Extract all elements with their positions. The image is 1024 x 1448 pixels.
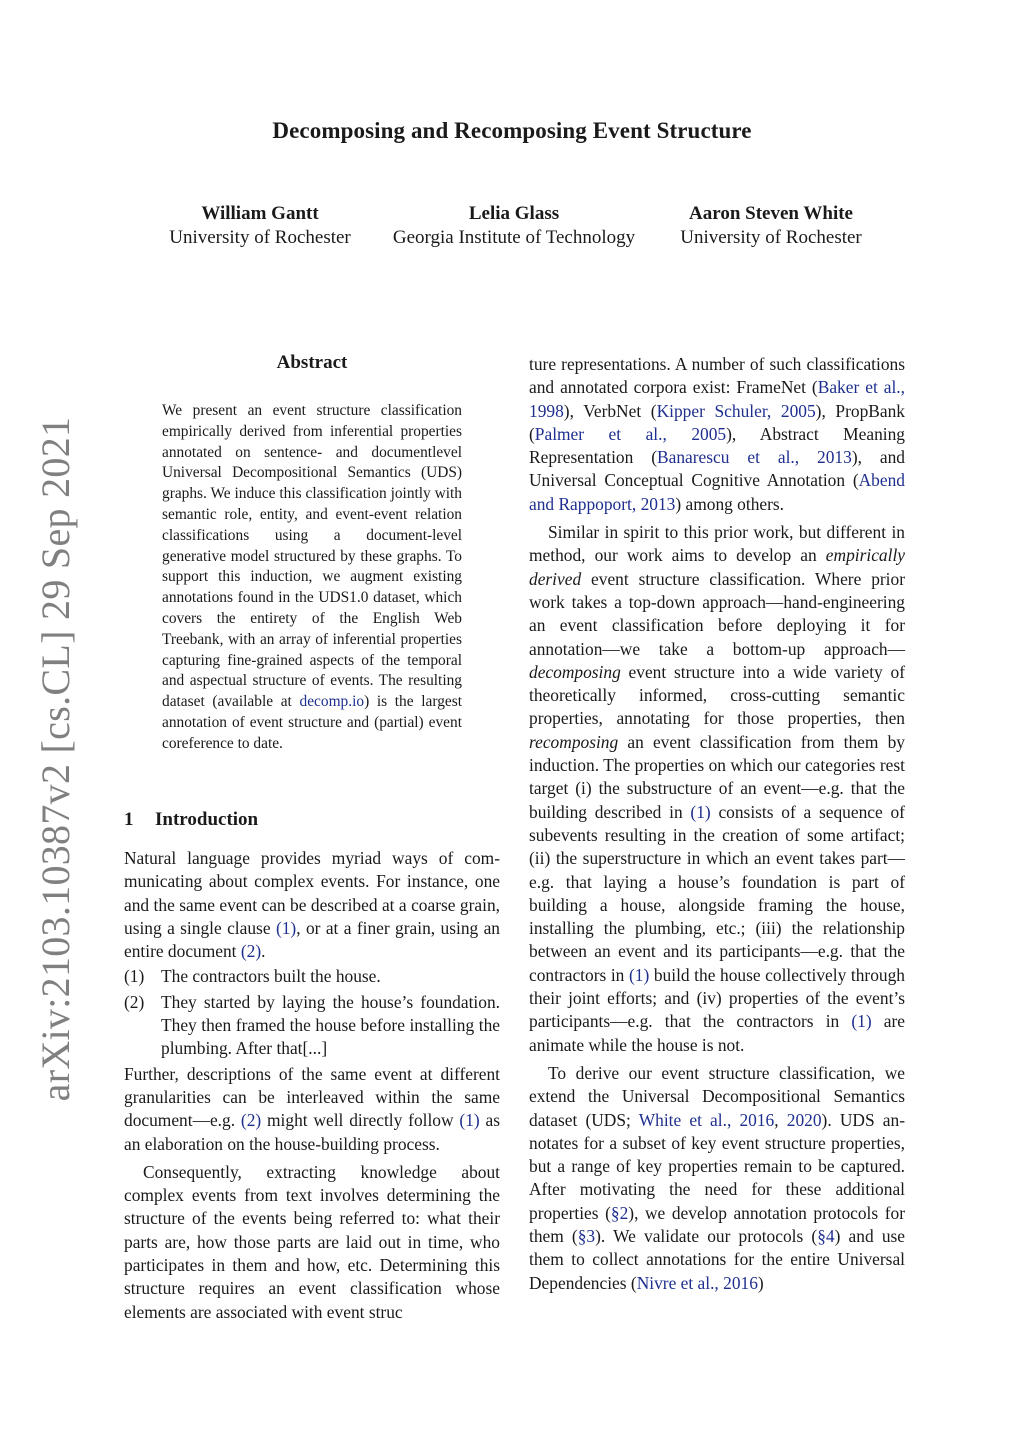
citation-link[interactable]: Nivre et al., 2016: [636, 1272, 758, 1293]
emphasis: empirically derived: [529, 545, 905, 589]
example-ref[interactable]: (2): [240, 1110, 262, 1131]
section-title: Introduction: [155, 809, 259, 830]
section-number: 1: [124, 809, 134, 830]
citation-link[interactable]: Kipper Schuler, 2005: [656, 400, 816, 421]
text-run: ). We validate our protocols (: [595, 1225, 818, 1246]
example-item: [124, 965, 500, 988]
author-name: William Gantt: [201, 203, 319, 224]
text-run: Further, descriptions of the same event at different granularities can be interleaved within the same document—e.g.: [124, 1063, 500, 1131]
citation-link[interactable]: Palmer et al., 2005: [534, 423, 727, 444]
example-ref[interactable]: (1): [459, 1110, 480, 1131]
text-run: To derive our event structure classification, we extend the Universal Decompositional Semantics dataset (UDS;: [529, 1062, 905, 1130]
author-affiliation: Georgia Institute of Technology: [392, 227, 636, 248]
text-run: event structure classification. Where prior work takes a top-down approach—hand-engineering an event classification before deploying it for annotation—we take a bottom-up approach—: [529, 568, 905, 659]
section-ref[interactable]: §3: [577, 1225, 596, 1246]
paragraph: Consequently, extracting knowledge about complex events from text involves determining the structure of the events being referred to: what their parts are, how those parts are laid out in time, who participates in them and how, etc. Determining this structure requires an event classification whose elements are associated with event struc: [124, 1161, 500, 1322]
emphasis: recomposing: [529, 731, 619, 752]
author-affiliation: University of Rochester: [680, 227, 862, 248]
example-text: They started by laying the house’s foundation. They then framed the house before installing the plumbing. After that[...]: [161, 991, 500, 1059]
text-run: consists of a sequence of subevents resulting in the creation of some artifact; (ii) the superstructure in which an event takes part—e.g. that laying a house’s foundation is part of building a house, alongside framing the house, installing the plumbing, etc.; (iii) the relationship between an event and its participants—e.g. that the contractors in: [529, 801, 905, 985]
text-run: ), we develop annotation protocols for them (: [529, 1202, 905, 1246]
text-run: are animate while the house is not.: [529, 1011, 905, 1055]
left-column: [124, 847, 500, 1324]
text-run: ), VerbNet (: [563, 400, 657, 421]
text-run: ), Abstract Meaning Representation (: [529, 423, 905, 468]
example-item: [124, 991, 500, 1061]
text-run: ), and Universal Conceptual Cognitive Annotation (: [529, 447, 905, 491]
citation-link[interactable]: Abend and Rappoport, 2013: [529, 470, 905, 514]
text-run: ) among others.: [675, 493, 785, 514]
example-number: (2): [124, 991, 145, 1012]
text-run: might well directly follow: [261, 1110, 460, 1131]
author-name: Aaron Steven White: [689, 203, 853, 224]
section-ref[interactable]: §2: [610, 1202, 629, 1223]
citation-link[interactable]: White et al., 2016: [638, 1109, 775, 1130]
text-run: event structure into a wide variety of theoretically informed, cross-cutting semantic properties, annotating for those properties, then: [529, 661, 905, 729]
citation-link[interactable]: Banarescu et al., 2013: [657, 447, 852, 468]
section-ref[interactable]: §4: [817, 1225, 835, 1246]
example-ref[interactable]: (2): [240, 941, 262, 962]
example-ref[interactable]: (1): [851, 1011, 872, 1032]
author-affiliation: University of Rochester: [169, 227, 351, 248]
arxiv-stamp: arXiv:2103.10387v2 [cs.CL] 29 Sep 2021: [33, 416, 78, 1102]
text-run: Natural language provides myriad ways of communicating about complex events. For instance, one and the same event can be described at a coarse grain, using a single clause: [124, 848, 500, 938]
abstract-text: We present an event structure classification empirically derived from inferential properties annotated on sentence- and documentlevel Universal Decompositional Semantics (UDS) graphs. We induce this classification jointly with semantic role, entity, and event-event relation classifications using a document-level generative model structured by these graphs. To support this induction, we augment existing annotations found in the UDS1.0 dataset, which covers the entirety of the English Web Treebank, with an array of inferential properties capturing fine-grained aspects of the temporal and aspectual structure of events. The resulting dataset (available at: [162, 402, 462, 711]
example-number: (1): [124, 966, 145, 987]
text-run: Similar in spirit to this prior work, but different in method, our work aims to develop an: [529, 522, 905, 566]
paragraph: [124, 1063, 500, 1156]
author-name: Lelia Glass: [468, 203, 560, 224]
text-run: ), PropBank (: [529, 400, 905, 444]
emphasis: decomposing: [529, 661, 621, 682]
abstract-body: [162, 401, 462, 755]
author-block-3: [661, 202, 881, 250]
example-ref[interactable]: (1): [628, 964, 650, 985]
section-heading-introduction: [124, 809, 258, 831]
author-block-2: [374, 202, 654, 250]
text-run: ): [757, 1272, 764, 1293]
example-ref[interactable]: (1): [275, 917, 297, 938]
paragraph: [529, 521, 905, 1057]
text-run: .: [261, 941, 266, 962]
text-run: an event classification from them by induction. The properties on which our categories rest target (i) the substructure of an event—e.g. that the building described in: [529, 731, 905, 822]
abstract-heading: Abstract: [276, 352, 348, 373]
decomp-link[interactable]: decomp.io: [299, 693, 365, 711]
paragraph: [124, 847, 500, 963]
text-run: , or at a finer grain, using an entire document: [124, 917, 501, 962]
example-ref[interactable]: (1): [690, 801, 711, 822]
paper-title: Decomposing and Recomposing Event Structure: [272, 118, 752, 143]
text-run: as an elaboration on the house-building process.: [124, 1110, 501, 1154]
paragraph: [529, 353, 905, 516]
abstract-text: ) is the largest annotation of event structure and (partial) event coreference to date.: [162, 693, 462, 752]
text-run: ture representations. A number of such classifications and annotated corpora exist: FrameNet (: [529, 354, 905, 398]
citation-link[interactable]: Baker et al., 1998: [529, 377, 905, 421]
text-run: ,: [774, 1109, 787, 1130]
author-block-1: [150, 202, 370, 250]
text-run: ) and use them to collect annotations for the entire Universal Dependencies (: [529, 1225, 906, 1293]
paragraph: [529, 1062, 905, 1295]
text-run: build the house collectively through their joint efforts; and (iv) properties of the event’s participants—e.g. that the contractors in: [529, 964, 905, 1032]
right-column: [529, 353, 905, 1295]
text-run: ). UDS annotates for a subset of key event structure properties, but a range of key properties remain to be captured. After motivating the need for these additional properties (: [529, 1109, 905, 1223]
citation-link[interactable]: 2020: [786, 1109, 822, 1130]
example-text: The contractors built the house.: [161, 966, 381, 987]
